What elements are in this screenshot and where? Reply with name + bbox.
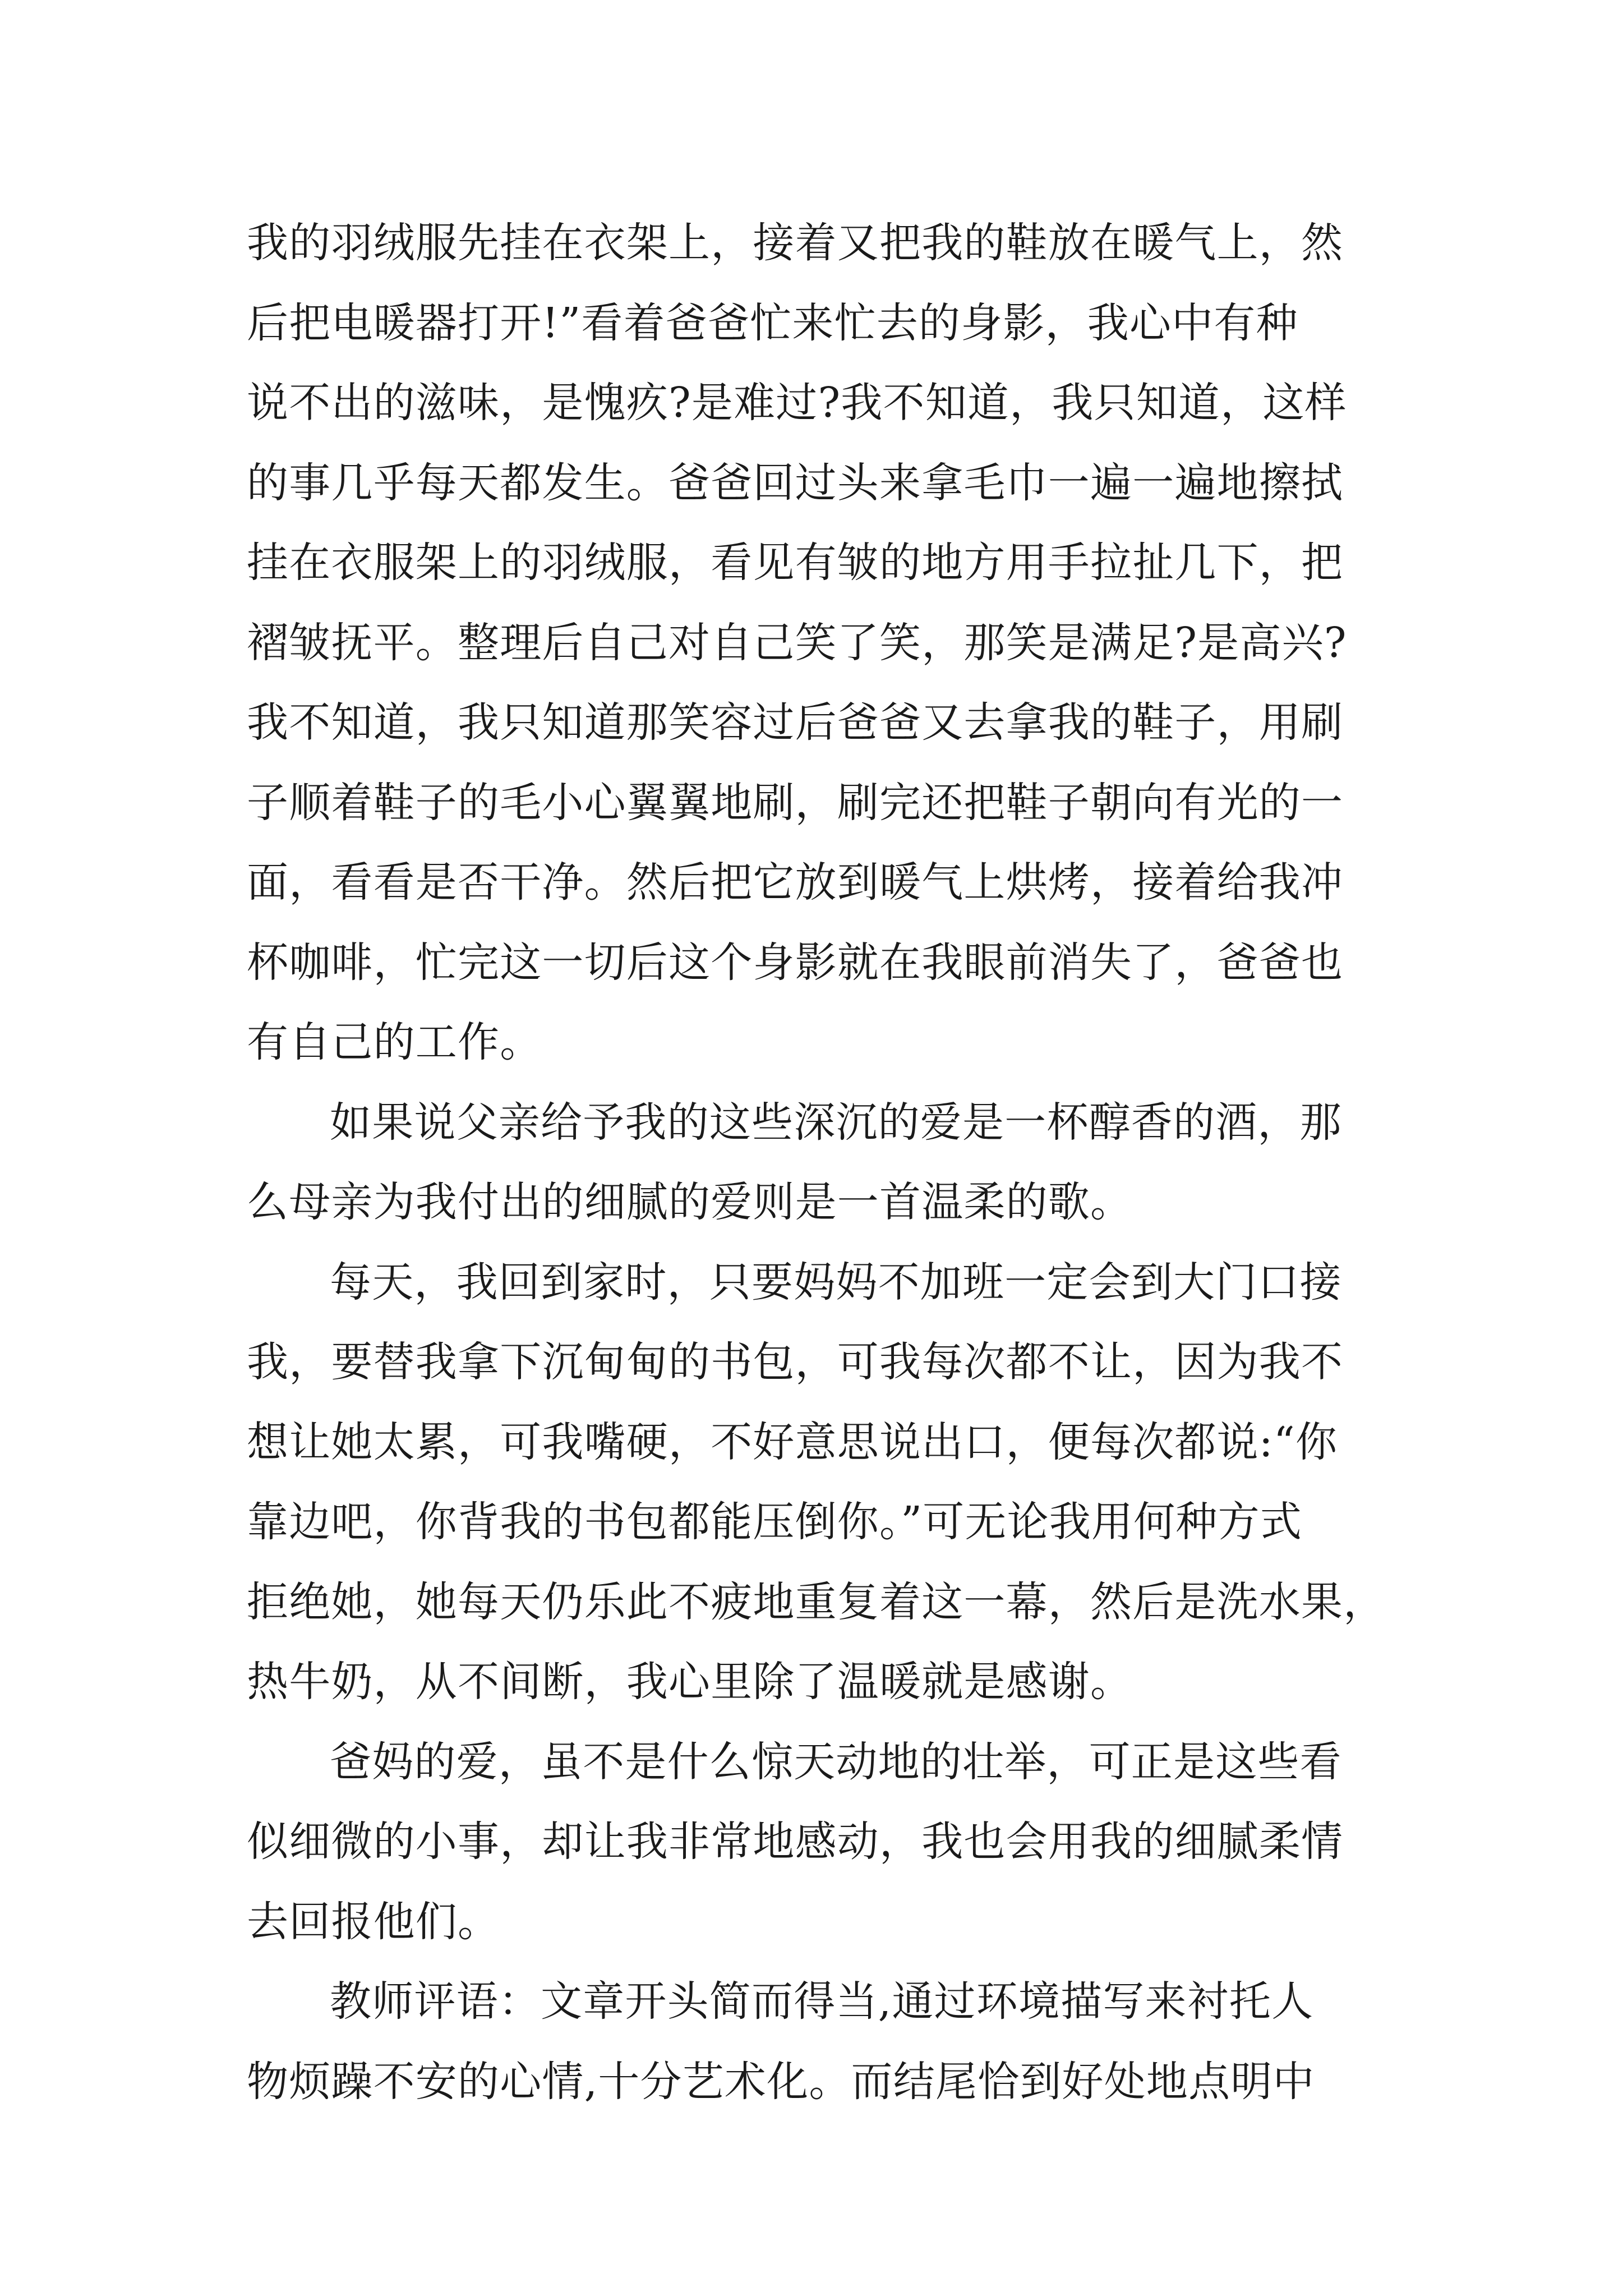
paragraph-start-line: 每天，我回到家时，只要妈妈不加班一定会到大门口接 <box>330 1258 1342 1306</box>
text-line-1: 我的羽绒服先挂在衣架上，接着又把我的鞋放在暖气上，然 <box>247 219 1344 267</box>
text-line-15: 我，要替我拿下沉甸甸的书包，可我每次都不让，因为我不 <box>247 1338 1344 1386</box>
text-line-17: 靠边吧，你背我的书包都能压倒你。”可无论我用何种方式 <box>247 1498 1303 1546</box>
text-line-4: 的事几乎每天都发生。爸爸回过头来拿毛巾一遍一遍地擦拭 <box>247 458 1344 507</box>
text-line-21: 似细微的小事，却让我非常地感动，我也会用我的细腻柔情 <box>247 1818 1344 1866</box>
text-line-7: 我不知道，我只知道那笑容过后爸爸又去拿我的鞋子，用刷 <box>247 698 1344 747</box>
paragraph-start-line: 如果说父亲给予我的这些深沉的爱是一杯醇香的酒，那 <box>330 1098 1342 1147</box>
text-line-10: 杯咖啡，忙完这一切后这个身影就在我眼前消失了，爸爸也 <box>247 938 1344 987</box>
text-line-2: 后把电暖器打开!”看着爸爸忙来忙去的身影，我心中有种 <box>247 298 1298 347</box>
text-line-19: 热牛奶，从不间断，我心里除了温暖就是感谢。 <box>247 1658 1133 1706</box>
text-line-22: 去回报他们。 <box>247 1897 500 1946</box>
text-line-8: 子顺着鞋子的毛小心翼翼地刷，刷完还把鞋子朝向有光的一 <box>247 778 1344 827</box>
text-line-13: 么母亲为我付出的细腻的爱则是一首温柔的歌。 <box>247 1178 1133 1226</box>
text-line-6: 褶皱抚平。整理后自己对自己笑了笑，那笑是满足?是高兴? <box>247 618 1347 667</box>
essay-body <box>247 203 1385 2122</box>
text-line-3: 说不出的滋味，是愧疚?是难过?我不知道，我只知道，这样 <box>247 379 1347 427</box>
text-line-5: 挂在衣服架上的羽绒服，看见有皱的地方用手拉扯几下，把 <box>247 539 1344 587</box>
teacher-comment-line-2: 物烦躁不安的心情,十分艺术化。而结尾恰到好处地点明中 <box>247 2057 1315 2106</box>
text-line-11: 有自己的工作。 <box>247 1018 542 1066</box>
paragraph-start-line: 爸妈的爱，虽不是什么惊天动地的壮举，可正是这些看 <box>330 1737 1342 1786</box>
text-line-16: 想让她太累，可我嘴硬，不好意思说出口，便每次都说:“你 <box>247 1418 1338 1466</box>
teacher-comment-start-line: 教师评语：文章开头简而得当,通过环境描写来衬托人 <box>330 1977 1314 2026</box>
text-line-18: 拒绝她，她每天仍乐此不疲地重复着这一幕，然后是洗水果， <box>247 1577 1386 1626</box>
text-line-9: 面，看看是否干净。然后把它放到暖气上烘烤，接着给我冲 <box>247 858 1344 907</box>
